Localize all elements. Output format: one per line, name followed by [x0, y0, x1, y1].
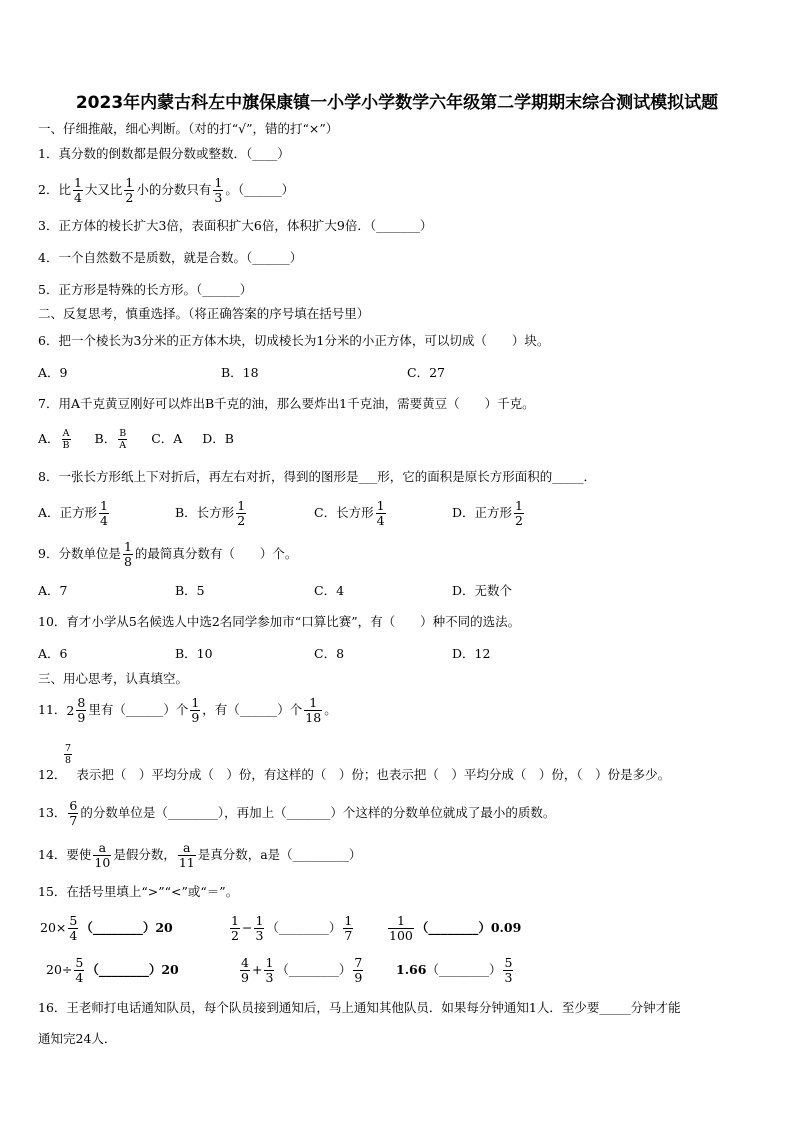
question-15: 15．在括号里填上“>”“<”或“＝”。 — [38, 884, 239, 899]
question-13: 13． $\frac{6}{7}$ 的分数单位是（________），再加上（_______）个这样的分数单位就成了最小的质数。 — [38, 798, 556, 828]
q15-item-3: $\frac{1}{100}$ （________）0.09 — [389, 913, 522, 943]
q9-option-c: C．4 — [314, 583, 345, 598]
question-2: 2．比 $\frac{1}{4}$ 大又比 $\frac{1}{2}$ 小的分数只有 $\frac{1}{3}$ 。（______） — [38, 175, 295, 205]
q8-option-d: D．正方形 $\frac{1}{2}$ — [452, 498, 523, 528]
fraction: $\frac{1}{3}$ — [214, 175, 223, 205]
q8-option-b: B．长方形 $\frac{1}{2}$ — [175, 498, 246, 528]
question-16-line-2: 通知完24人． — [38, 1031, 117, 1046]
fraction: $\frac{B}{A}$ — [119, 428, 127, 451]
q8-option-a: A．正方形 $\frac{1}{4}$ — [38, 498, 108, 528]
q10-option-b: B．10 — [175, 646, 213, 661]
question-5: 5．正方形是特殊的长方形。（______） — [38, 282, 253, 297]
fraction: $\frac{A}{B}$ — [62, 428, 70, 451]
question-10: 10．育才小学从5名候选人中选2名同学参加市“口算比赛”，有（ ）种不同的选法。 — [38, 614, 521, 629]
question-6: 6．把一个棱长为3分米的正方体木块，切成棱长为1分米的小正方体，可以切成（ ）块。 — [38, 333, 550, 348]
q12-fraction: $\frac{7}{8}$ — [65, 743, 72, 766]
question-3: 3．正方体的棱长扩大3倍，表面积扩大6倍，体积扩大9倍．（_______） — [38, 218, 433, 233]
question-16-line-1: 16．王老师打电话通知队员，每个队员接到通知后，马上通知其他队员．如果每分钟通知1人．至少要_____分钟才能 — [38, 1000, 681, 1015]
fraction: $\frac{1}{2}$ — [125, 175, 134, 205]
q15-item-6: 1.66（________） $\frac{5}{3}$ — [396, 955, 513, 985]
q10-option-d: D．12 — [452, 646, 491, 661]
section-1-heading: 一、仔细推敲，细心判断。（对的打“√”，错的打“×”） — [38, 121, 339, 136]
q15-item-2: $\frac{1}{2}$ − $\frac{1}{3}$ （________） $\frac{1}{7}$ — [231, 913, 353, 943]
q9-option-a: A．7 — [38, 583, 68, 598]
section-2-heading: 二、反复思考，慎重选择。（将正确答案的序号填在括号里） — [38, 306, 370, 321]
q10-option-a: A．6 — [38, 646, 68, 661]
question-11: 11． 2 8 9 里有（______）个 $\frac{1}{9}$ ，有（______）个 $\frac{1}{18}$ 。 — [38, 695, 337, 725]
section-3-heading: 三、用心思考，认真填空。 — [38, 671, 189, 686]
fraction: $\frac{1}{4}$ — [73, 175, 82, 205]
question-9: 9．分数单位是 $\frac{1}{8}$ 的最简真分数有（ ）个。 — [38, 539, 298, 569]
question-14: 14．要使 $\frac{a}{10}$ 是假分数， $\frac{a}{11}$ 是真分数，a是（_________） — [38, 840, 362, 870]
q9-option-b: B．5 — [175, 583, 205, 598]
question-7: 7．用A千克黄豆刚好可以炸出B千克的油，那么要炸出1千克油，需要黄豆（ ）千克。 — [38, 396, 535, 411]
page-title: 2023年内蒙古科左中旗保康镇一小学小学数学六年级第二学期期末综合测试模拟试题 — [75, 93, 719, 113]
q6-option-c: C．27 — [407, 365, 445, 380]
q15-item-4: 20÷ $\frac{5}{4}$ （________）20 — [46, 955, 179, 985]
q7-options: A． $\frac{A}{B}$ B． $\frac{B}{A}$ C．A D．B — [38, 428, 234, 451]
question-12: 12． 表示把（ ）平均分成（ ）份，有这样的（ ）份；也表示把（ ）平均分成（ ）份，（ ）份是多少。 — [38, 767, 671, 782]
q15-item-5: $\frac{4}{9}$ + $\frac{1}{3}$ （________） $\frac{7}{9}$ — [241, 955, 363, 985]
q9-option-d: D．无数个 — [452, 583, 513, 598]
q15-item-1: 20× $\frac{5}{4}$ （________）20 — [40, 913, 173, 943]
q8-option-c: C．长方形 $\frac{1}{4}$ — [314, 498, 385, 528]
question-4: 4．一个自然数不是质数，就是合数。（______） — [38, 250, 303, 265]
q10-option-c: C．8 — [314, 646, 345, 661]
q6-option-b: B．18 — [221, 365, 259, 380]
question-8: 8．一张长方形纸上下对折后，再左右对折，得到的图形是___形，它的面积是原长方形面积的_____． — [38, 469, 596, 484]
q6-option-a: A．9 — [38, 365, 68, 380]
question-1: 1．真分数的倒数都是假分数或整数．（____） — [38, 146, 290, 161]
